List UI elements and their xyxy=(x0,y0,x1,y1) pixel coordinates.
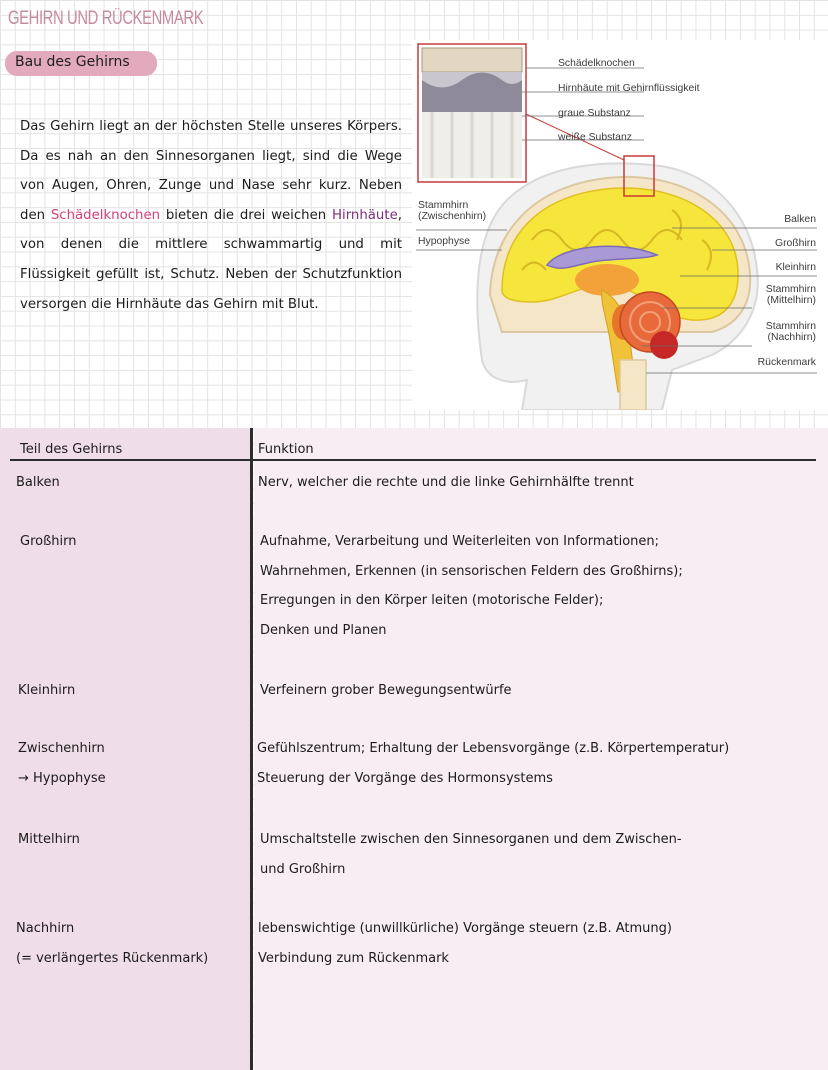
table-row-function: Nerv, welcher die rechte und die linke Gehirnhälfte trennt xyxy=(258,475,634,490)
highlight-hirnhaeute: Hirnhäute xyxy=(332,207,398,223)
label-graue-substanz: graue Substanz xyxy=(558,108,631,119)
table-row-function xyxy=(257,734,729,793)
intro-paragraph xyxy=(20,112,402,319)
header-divider xyxy=(10,459,816,461)
header-part: Teil des Gehirns xyxy=(20,442,123,457)
label-line-1: Stammhirn xyxy=(765,284,816,295)
intro-text-2: bieten die drei weichen xyxy=(160,207,332,223)
part-line: → Hypophyse xyxy=(18,770,106,786)
label-stammhirn-zwischenhirn xyxy=(418,200,486,222)
label-line-2: (Zwischenhirn) xyxy=(418,211,487,222)
header-function: Funktion xyxy=(258,442,314,457)
table-row-function xyxy=(258,914,672,973)
function-line: Wahrnehmen, Erkennen (in sensorischen Feldern des Großhirns); xyxy=(260,563,683,579)
label-hypophyse: Hypophyse xyxy=(418,236,470,247)
label-schaedelknochen: Schädelknochen xyxy=(558,58,635,69)
part-line: (= verlängertes Rückenmark) xyxy=(16,950,209,966)
table-row-function xyxy=(260,825,682,884)
label-hirnhaeute: Hirnhäute mit Gehirnflüssigkeit xyxy=(558,83,700,94)
function-line: Verbindung zum Rückenmark xyxy=(258,950,449,966)
part-line: Zwischenhirn xyxy=(18,741,105,756)
table-row-function xyxy=(260,527,683,645)
label-line-1: Stammhirn xyxy=(418,200,469,211)
table-row-part: Großhirn xyxy=(20,534,77,549)
label-grosshirn: Großhirn xyxy=(775,238,816,249)
table-row-part xyxy=(16,914,208,973)
table-row-part: Mittelhirn xyxy=(18,832,80,847)
function-line: lebenswichtige (unwillkürliche) Vorgänge steuern (z.B. Atmung) xyxy=(258,921,672,936)
highlight-schaedelknochen: Schädelknochen xyxy=(50,207,161,223)
label-line-2: (Mittelhirn) xyxy=(766,295,816,306)
label-rueckenmark: Rückenmark xyxy=(757,357,816,368)
page-title: GEHIRN UND RÜCKENMARK xyxy=(8,8,204,29)
function-line: Erregungen in den Körper leiten (motorische Felder); xyxy=(260,593,604,609)
brain-parts-table xyxy=(0,428,828,1070)
section-heading: Bau des Gehirns xyxy=(5,51,157,76)
label-line-2: (Nachhirn) xyxy=(767,332,816,343)
function-line: Denken und Planen xyxy=(260,622,387,638)
brain-diagram xyxy=(412,40,828,410)
table-row-part: Kleinhirn xyxy=(18,683,76,698)
table-row-part xyxy=(18,734,106,793)
label-line-1: Stammhirn xyxy=(765,321,816,332)
function-line: Aufnahme, Verarbeitung und Weiterleiten von Informationen; xyxy=(260,534,660,549)
table-row-part: Balken xyxy=(16,475,60,490)
label-kleinhirn: Kleinhirn xyxy=(775,262,816,273)
function-line: Gefühlszentrum; Erhaltung der Lebensvorgänge (z.B. Körpertemperatur) xyxy=(257,741,730,756)
label-weisse-substanz: weiße Substanz xyxy=(558,132,632,143)
intro-text-3: , von denen die mittlere schwammartig und mit Flüssigkeit gefüllt ist, Schutz. Neben der Schutzfunktion versorgen die Hirnhäute das Gehirn mit Blut. xyxy=(20,207,402,312)
label-stammhirn-mittelhirn xyxy=(766,284,816,306)
intro-text-1: Das Gehirn liegt an der höchsten Stelle unseres Körpers. Da es nah an den Sinnesorganen liegt, sind die Wege von Augen, Ohren, Zunge und Nase sehr kurz. Neben den xyxy=(20,119,402,223)
table-row-function: Verfeinern grober Bewegungsentwürfe xyxy=(260,683,512,698)
label-balken: Balken xyxy=(784,214,816,225)
function-line: Umschaltstelle zwischen den Sinnesorganen und dem Zwischen- xyxy=(260,832,682,847)
label-stammhirn-nachhirn xyxy=(766,321,816,343)
function-line: und Großhirn xyxy=(260,861,346,877)
function-line: Steuerung der Vorgänge des Hormonsystems xyxy=(257,770,553,786)
column-divider xyxy=(250,428,253,1070)
part-line: Nachhirn xyxy=(16,921,75,936)
brain-illustration xyxy=(412,40,828,410)
